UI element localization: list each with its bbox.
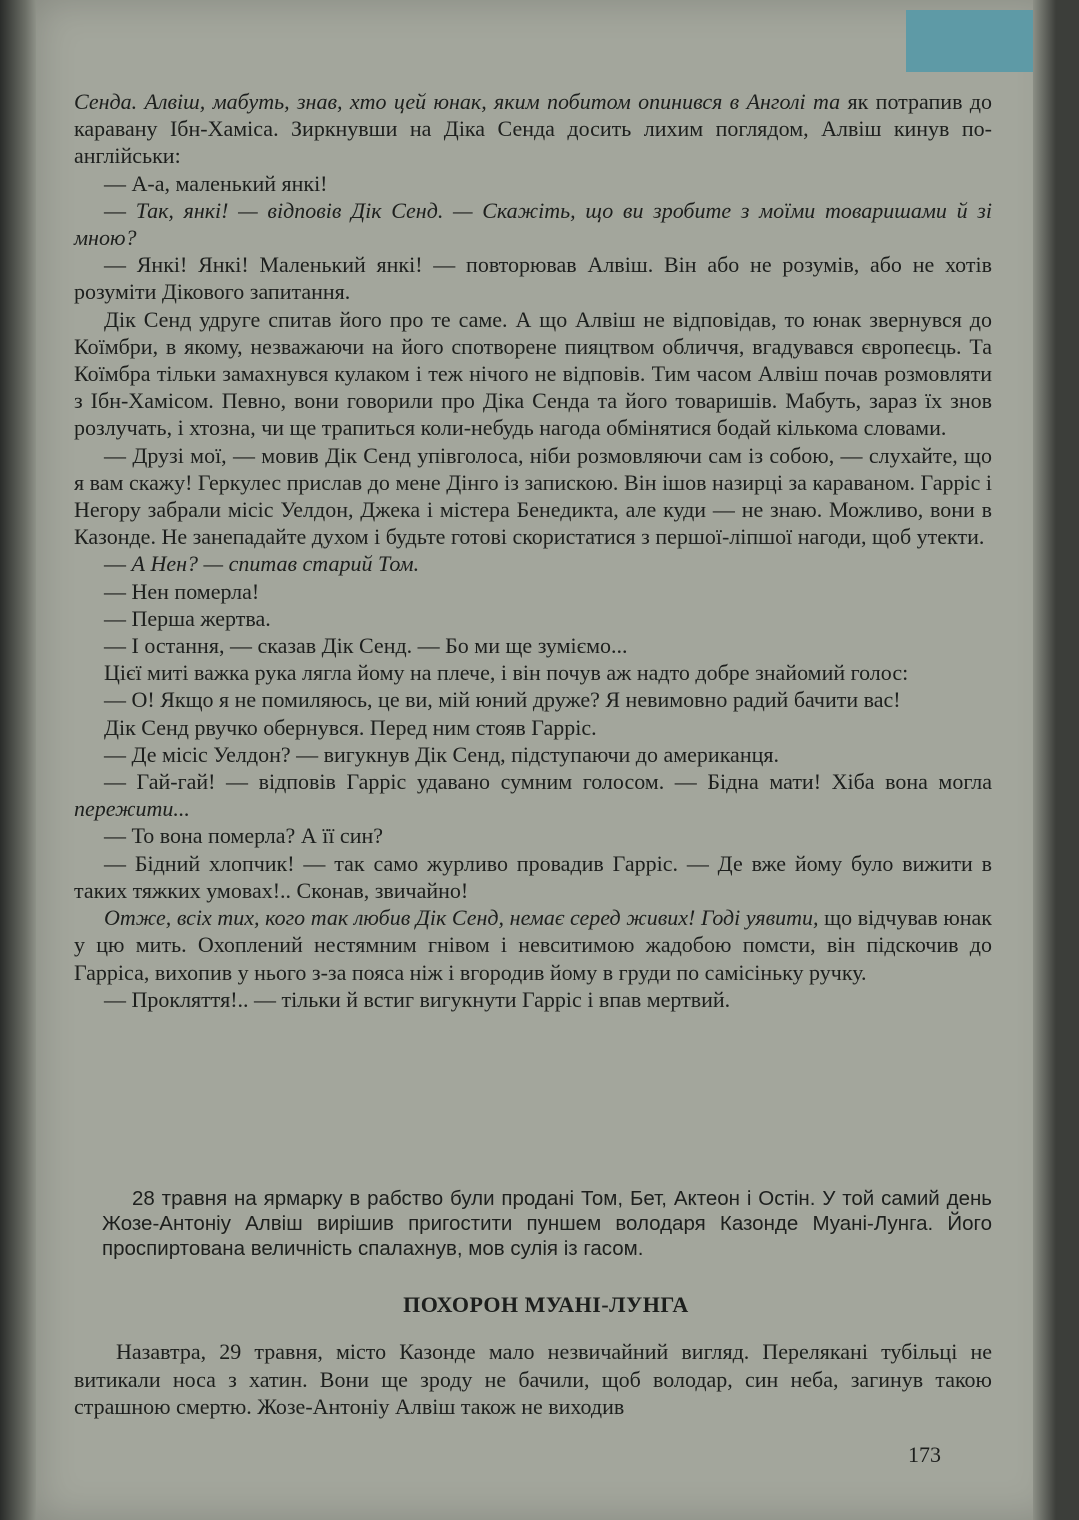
paragraph-text: — Гай-гай! — відповів Гарріс удавано сумним голосом. — Бідна мати! Хіба вона могла — [104, 769, 992, 795]
page-number: 173 — [908, 1442, 941, 1467]
paragraph-text: Отже, всіх тих, кого так любив Дік Сенд, немає серед живих! Годі уявити, — [104, 905, 819, 931]
paragraph — [74, 768, 992, 822]
paragraph — [74, 306, 992, 442]
paragraph-text: — Друзі мої, — мовив Дік Сенд упівголоса, ніби розмовляючи сам із собою, — слухайте, що я вам скажу! Геркулес прислав до мене Дінго із запискою. Він ішов назирці за караваном. Гарріс і Негору забрали місіс Уелдон, Джека і містера Бенедикта, але куди — не знаю. Можливо, вони в Казонде. Не занепадайте духом і будьте готові скористатися з першої-ліпшої нагоди, щоб утекти. — [74, 442, 992, 550]
chapter-summary: 28 травня на ярмарку в рабство були продані Том, Бет, Актеон і Остін. У той самий день Жозе-Антоніу Алвіш вирішив пригостити пуншем володаря Казонде Муані-Лунга. Його проспиртована величність спалахнув, мов сулія із гасом. — [102, 1187, 992, 1260]
book-binding — [0, 0, 36, 1520]
chapter-heading: ПОХОРОН МУАНІ-ЛУНГА — [403, 1292, 689, 1317]
paragraph — [74, 714, 992, 741]
paragraph — [74, 904, 992, 986]
paragraph — [74, 850, 992, 904]
paragraph — [74, 605, 992, 632]
paragraph-text: пережити... — [74, 796, 190, 822]
paragraph — [74, 550, 992, 577]
paragraph-text: — Де місіс Уелдон? — вигукнув Дік Сенд, підступаючи до американця. — [104, 741, 779, 767]
paragraph-text: Дік Сенд рвучко обернувся. Перед ним стояв Гарріс. — [104, 714, 597, 740]
chapter-text: Назавтра, 29 травня, місто Казонде мало незвичайний вигляд. Перелякані тубільці не витикали носа з хатин. Вони ще зроду не бачили, щоб володар, син неба, загинув такою страшною смертю. Жозе-Антоніу Алвіш також не виходив — [74, 1339, 992, 1419]
paragraph — [74, 686, 992, 713]
paragraph-text: — Прокляття!.. — тільки й встиг вигукнути Гарріс і впав мертвий. — [104, 986, 731, 1012]
main-text — [74, 88, 992, 1013]
book-page — [36, 0, 1056, 1520]
paragraph — [74, 578, 992, 605]
paragraph-text: як потрапив до каравану Ібн-Хаміса. Зиркнувши на Діка Сенда досить лихим поглядом, Алвіш кинув по-англійськи: — [74, 89, 993, 169]
paragraph — [74, 632, 992, 659]
paragraph-text: Дік Сенд удруге спитав його про те саме. А що Алвіш не відповідав, то юнак звернувся до Коїмбри, в якому, незважаючи на його спотворене пияцтвом обличчя, вгадувався європеєць. Та Коїмбра тільки замахнувся кулаком і теж нічого не відповів. Тим часом Алвіш почав розмовляти з Ібн-Хамісом. Певно, вони говорили про Діка Сенда та його товаришів. Мабуть, зараз їх знов розлучать, і хтозна, чи ще трапиться коли-небудь нагода обмінятися бодай кількома словами. — [74, 306, 992, 441]
paragraph — [74, 197, 992, 251]
paragraph-text: — О! Якщо я не помиляюсь, це ви, мій юний друже? Я невимовно радий бачити вас! — [104, 687, 901, 713]
paragraph-text: — І остання, — сказав Дік Сенд. — Бо ми ще зуміємо... — [104, 633, 628, 659]
paragraph-text: що відчував юнак у цю мить. Охоплений нестямним гнівом і невситимою жадобою помсти, він підскочив до Гарріса, вихопив у нього з-за пояса ніж і вгородив йому в груди по самісіньку ручку. — [74, 905, 992, 985]
paragraph-text: — А-а, маленький янкі! — [104, 170, 328, 196]
paragraph-text: — Янкі! Янкі! Маленький янкі! — повторював Алвіш. Він або не розумів, або не хотів розуміти Дікового запитання. — [74, 252, 992, 305]
paragraph-text: Цієї миті важка рука лягла йому на плече, і він почув аж надто добре знайомий голос: — [104, 660, 909, 686]
paragraph-text: — Бідний хлопчик! — так само журливо провадив Гарріс. — Де вже йому було вижити в таких тяжких умовах!.. Сконав, звичайно! — [74, 850, 992, 903]
paragraph-text: — — [104, 551, 132, 577]
paragraph-text: — — [104, 197, 136, 223]
paragraph-text: Сенда. Алвіш, мабуть, знав, хто цей юнак, яким побитом опинився в Анголі та — [74, 89, 841, 114]
paragraph-text: Так, янкі! — відповів Дік Сенд. — Скажіть, що ви зробите з моїми товаришами й зі мною? — [74, 197, 992, 251]
paragraph — [74, 741, 992, 768]
paragraph-text: — Нен померла! — [104, 578, 260, 604]
paragraph — [74, 822, 992, 849]
paragraph-text: — То вона померла? А її син? — [104, 823, 384, 849]
paragraph — [74, 88, 992, 170]
paragraph-text: — Перша жертва. — [104, 605, 271, 631]
paragraph — [74, 442, 992, 551]
paragraph — [74, 251, 992, 305]
paragraph — [74, 659, 992, 686]
paragraph-text: А Нен? — спитав старий Том. — [131, 551, 420, 577]
paragraph — [74, 986, 992, 1013]
paragraph — [74, 170, 992, 197]
